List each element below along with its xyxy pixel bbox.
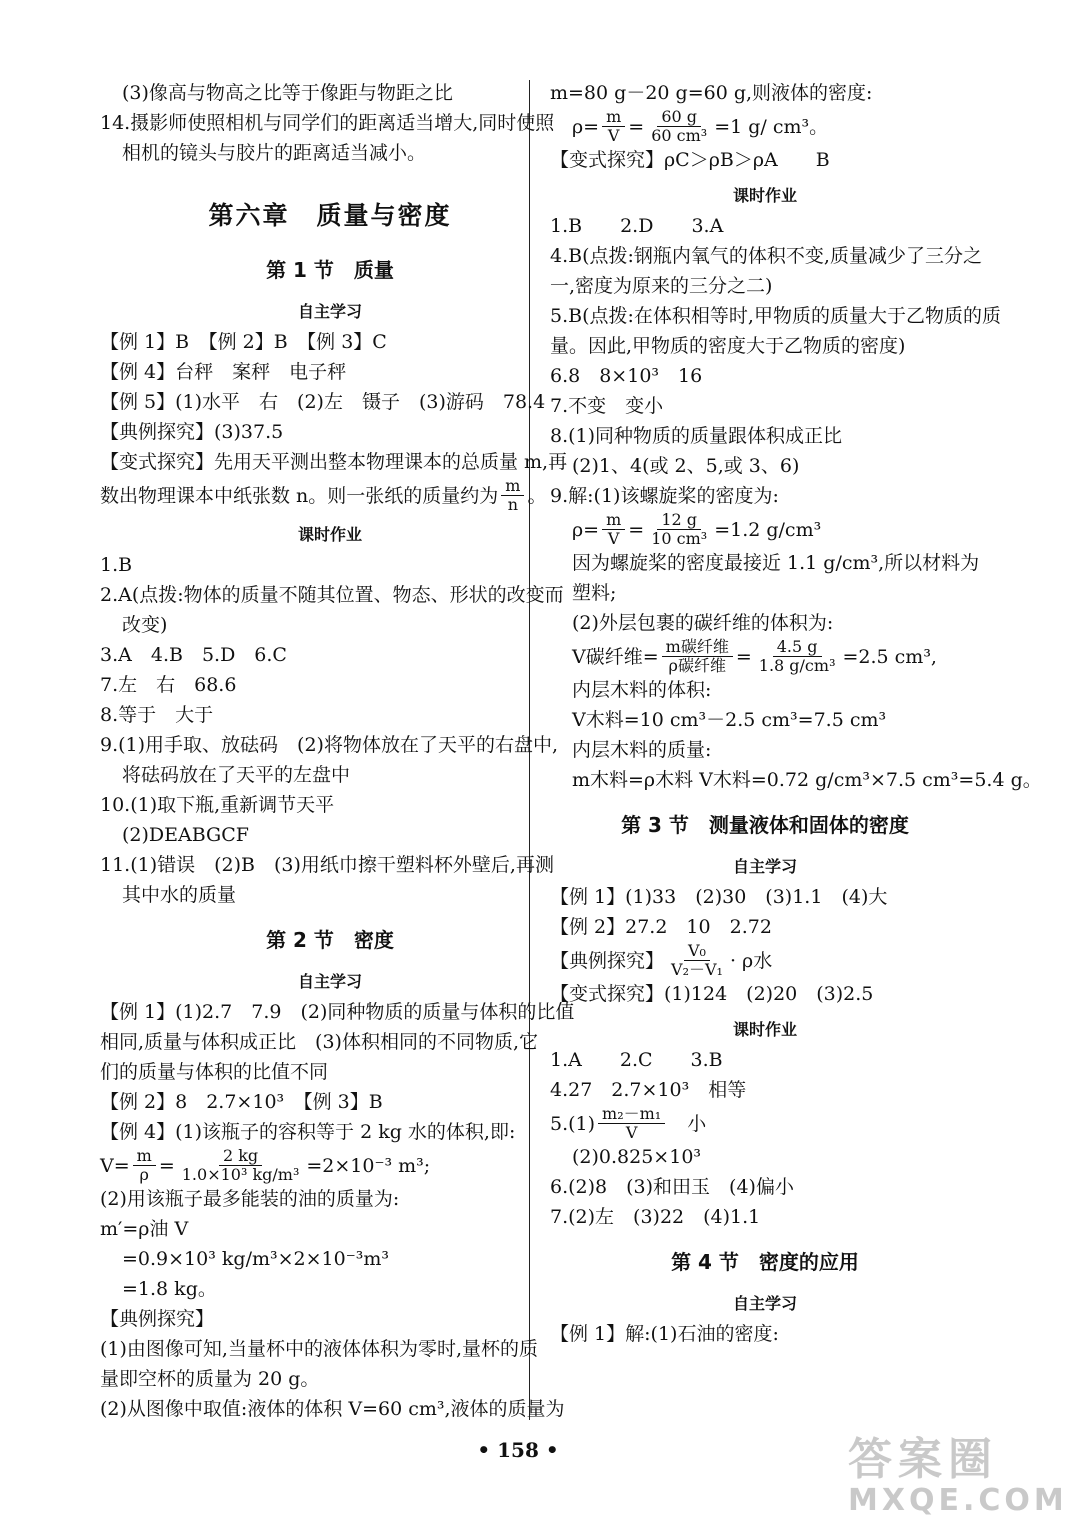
answer-line: 将砝码放在了天平的左盘中 xyxy=(122,764,351,786)
answer-line: 【典例探究】(3)37.5 xyxy=(100,421,284,443)
formula-text: 数出物理课本中纸张数 n。则一张纸的质量约为 xyxy=(100,484,499,507)
answer-line: 其中水的质量 xyxy=(122,884,237,906)
watermark-url: MXQE.COM xyxy=(848,1483,1068,1518)
answer-line: 1.B xyxy=(100,554,133,576)
subsection-title: 自主学习 xyxy=(732,1294,797,1313)
formula-text: =2×10⁻³ m³; xyxy=(306,1154,431,1177)
fraction-numerator: m xyxy=(133,1147,156,1166)
answer-line: 量。因此,甲物质的密度大于乙物质的密度) xyxy=(550,335,906,357)
answer-line: 5.B(点拨:在体积相等时,甲物质的质量大于乙物质的质 xyxy=(550,305,1001,327)
fraction-numerator: m xyxy=(501,477,524,496)
answer-line: 10.(1)取下瓶,重新调节天平 xyxy=(100,794,335,816)
fraction-denominator: 60 cm³ xyxy=(651,126,708,145)
fraction-denominator: V xyxy=(607,529,620,548)
answer-line: 1.A 2.C 3.B xyxy=(550,1049,723,1071)
fraction xyxy=(662,638,733,675)
formula-text: = xyxy=(735,645,752,668)
answer-line: 一,密度为原来的三分之二) xyxy=(550,275,773,297)
fraction-numerator: V₀ xyxy=(684,942,710,961)
answer-line: 8.等于 大于 xyxy=(100,704,214,726)
section-title: 第 4 节 密度的应用 xyxy=(671,1250,859,1274)
formula-text: =1 g/ cm³。 xyxy=(714,115,829,138)
answer-line: 【例 1】B 【例 2】B 【例 3】C xyxy=(100,331,387,353)
formula-text: · ρ水 xyxy=(729,949,773,972)
formula-text: V= xyxy=(100,1154,130,1177)
formula-line xyxy=(550,511,980,548)
answer-line: (1)由图像可知,当量杯中的液体体积为零时,量杯的质 xyxy=(100,1338,538,1360)
answer-line: V木料=10 cm³－2.5 cm³=7.5 cm³ xyxy=(572,709,887,731)
formula-text: = xyxy=(628,115,645,138)
answer-line: 【例 5】(1)水平 右 (2)左 镊子 (3)游码 78.4 xyxy=(100,391,546,413)
left-column xyxy=(100,78,575,1424)
answer-line: 【例 1】解:(1)石油的密度: xyxy=(550,1323,779,1345)
formula-text: V碳纤维= xyxy=(572,645,659,668)
fraction xyxy=(501,477,524,514)
answer-line: 相机的镜头与胶片的距离适当减小。 xyxy=(122,142,427,164)
watermark-text: 答案圈 xyxy=(848,1434,998,1485)
fraction-denominator: ρ碳纤维 xyxy=(668,656,726,675)
formula-text: 【典例探究】 xyxy=(550,949,665,972)
page-number: • 158 • xyxy=(477,1438,559,1462)
answer-line: 塑料; xyxy=(572,582,617,604)
subsection-title: 课时作业 xyxy=(732,1020,797,1039)
answer-line: 【变式探究】先用天平测出整本物理课本的总质量 m,再 xyxy=(100,451,568,473)
answer-line: 们的质量与体积的比值不同 xyxy=(100,1061,329,1083)
formula-line xyxy=(550,108,980,145)
answer-line: (2)1、4(或 2、5,或 3、6) xyxy=(572,455,800,477)
fraction-numerator: 4.5 g xyxy=(773,638,822,657)
answer-line: 4.27 2.7×10³ 相等 xyxy=(550,1079,747,1101)
answer-line: 【变式探究】(1)124 (2)20 (3)2.5 xyxy=(550,983,874,1005)
answer-line: 【变式探究】ρC＞ρB＞ρA B xyxy=(550,149,830,171)
formula-text: =2.5 cm³, xyxy=(842,645,937,668)
fraction-numerator: 60 g xyxy=(657,108,701,127)
answer-line: 14.摄影师使照相机与同学们的距离适当增大,同时使照 xyxy=(100,112,555,134)
answer-line: m=80 g－20 g=60 g,则液体的密度: xyxy=(550,82,873,104)
formula-text: 5.(1) xyxy=(550,1112,596,1135)
answer-line: 6.(2)8 (3)和田玉 (4)偏小 xyxy=(550,1176,794,1198)
subsection-title: 课时作业 xyxy=(297,525,362,544)
right-column xyxy=(550,78,1042,1349)
answer-line: 【例 2】27.2 10 2.72 xyxy=(550,916,772,938)
answer-line: =1.8 kg。 xyxy=(122,1278,217,1300)
fraction-numerator: m xyxy=(602,108,625,127)
fraction xyxy=(133,1147,156,1184)
watermark-logo xyxy=(848,1434,1068,1526)
fraction xyxy=(602,511,625,548)
answer-line: (2)外层包裹的碳纤维的体积为: xyxy=(572,612,834,634)
fraction-denominator: V₂－V₁ xyxy=(671,960,723,979)
answer-line: 【例 1】(1)33 (2)30 (3)1.1 (4)大 xyxy=(550,886,888,908)
answer-line: (2)从图像中取值:液体的体积 V=60 cm³,液体的质量为 xyxy=(100,1398,565,1420)
answer-line: 6.8 8×10³ 16 xyxy=(550,365,703,387)
fraction-denominator: V xyxy=(625,1123,638,1142)
fraction xyxy=(647,108,711,145)
answer-line: 【典例探究】 xyxy=(100,1308,215,1330)
formula-text: = xyxy=(628,518,645,541)
answer-line: 11.(1)错误 (2)B (3)用纸巾擦干塑料杯外壁后,再测 xyxy=(100,854,554,876)
answer-line: 【例 2】8 2.7×10³ 【例 3】B xyxy=(100,1091,383,1113)
answer-line: 7.不变 变小 xyxy=(550,395,664,417)
answer-line: (2)DEABGCF xyxy=(122,824,249,846)
answer-line: 内层木料的质量: xyxy=(572,739,712,761)
answer-line: 【例 4】(1)该瓶子的容积等于 2 kg 水的体积,即: xyxy=(100,1121,516,1143)
formula-text: =1.2 g/cm³ xyxy=(714,518,822,541)
fraction xyxy=(178,1147,304,1184)
answer-line: 量即空杯的质量为 20 g。 xyxy=(100,1368,320,1390)
answer-line: (2)0.825×10³ xyxy=(572,1146,702,1168)
answer-line: 9.解:(1)该螺旋桨的密度为: xyxy=(550,485,779,507)
fraction-denominator: 1.0×10³ kg/m³ xyxy=(181,1165,300,1184)
answer-line: 内层木料的体积: xyxy=(572,679,712,701)
answer-line: 相同,质量与体积成正比 (3)体积相同的不同物质,它 xyxy=(100,1031,538,1053)
answer-line: 改变) xyxy=(122,614,168,636)
formula-line xyxy=(550,942,980,979)
fraction xyxy=(602,108,625,145)
fraction-numerator: m碳纤维 xyxy=(662,638,733,657)
fraction-denominator: 10 cm³ xyxy=(651,529,708,548)
formula-text: = xyxy=(158,1154,175,1177)
fraction-denominator: V xyxy=(607,126,620,145)
formula-line xyxy=(100,1147,560,1184)
fraction xyxy=(667,942,727,979)
answer-line: 2.A(点拨:物体的质量不随其位置、物态、形状的改变而 xyxy=(100,584,564,606)
answer-line: 8.(1)同种物质的质量跟体积成正比 xyxy=(550,425,843,447)
formula-text: 小 xyxy=(668,1112,707,1135)
subsection-title: 课时作业 xyxy=(732,186,797,205)
fraction-numerator: m₂－m₁ xyxy=(598,1105,665,1124)
answer-line: 【例 4】台秤 案秤 电子秤 xyxy=(100,361,347,383)
section-title: 第 3 节 测量液体和固体的密度 xyxy=(621,813,909,837)
formula-line xyxy=(550,638,980,675)
formula-line xyxy=(100,477,560,514)
section-title: 第 2 节 密度 xyxy=(266,928,394,952)
section-title: 第 1 节 质量 xyxy=(266,258,394,282)
fraction-denominator: ρ xyxy=(139,1165,149,1184)
answer-line: 7.(2)左 (3)22 (4)1.1 xyxy=(550,1206,761,1228)
answer-line: m′=ρ油 V xyxy=(100,1218,189,1240)
subsection-title: 自主学习 xyxy=(732,857,797,876)
chapter-title: 第六章 质量与密度 xyxy=(208,201,452,230)
answer-line: 3.A 4.B 5.D 6.C xyxy=(100,644,287,666)
fraction-numerator: m xyxy=(602,511,625,530)
fraction xyxy=(755,638,840,675)
answer-line: m木料=ρ木料 V木料=0.72 g/cm³×7.5 cm³=5.4 g。 xyxy=(572,769,1042,791)
fraction-numerator: 2 kg xyxy=(219,1147,262,1166)
answer-line: 因为螺旋桨的密度最接近 1.1 g/cm³,所以材料为 xyxy=(572,552,980,574)
subsection-title: 自主学习 xyxy=(297,972,362,991)
formula-text: ρ= xyxy=(572,115,600,138)
formula-line xyxy=(550,1105,980,1142)
fraction-numerator: 12 g xyxy=(657,511,701,530)
answer-line: =0.9×10³ kg/m³×2×10⁻³m³ xyxy=(122,1248,389,1270)
answer-line: 7.左 右 68.6 xyxy=(100,674,237,696)
answer-line: 4.B(点拨:钢瓶内氧气的体积不变,质量减少了三分之 xyxy=(550,245,982,267)
fraction xyxy=(647,511,711,548)
answer-line: 【例 1】(1)2.7 7.9 (2)同种物质的质量与体积的比值 xyxy=(100,1001,575,1023)
fraction xyxy=(598,1105,665,1142)
answer-line: (2)用该瓶子最多能装的油的质量为: xyxy=(100,1188,400,1210)
formula-text: ρ= xyxy=(572,518,600,541)
subsection-title: 自主学习 xyxy=(297,302,362,321)
answer-line: (3)像高与物高之比等于像距与物距之比 xyxy=(122,82,453,104)
fraction-denominator: 1.8 g/cm³ xyxy=(758,656,836,675)
answer-line: 9.(1)用手取、放砝码 (2)将物体放在了天平的右盘中, xyxy=(100,734,558,756)
formula-text: 。 xyxy=(527,484,547,507)
fraction-denominator: n xyxy=(507,495,519,514)
answer-line: 1.B 2.D 3.A xyxy=(550,215,724,237)
